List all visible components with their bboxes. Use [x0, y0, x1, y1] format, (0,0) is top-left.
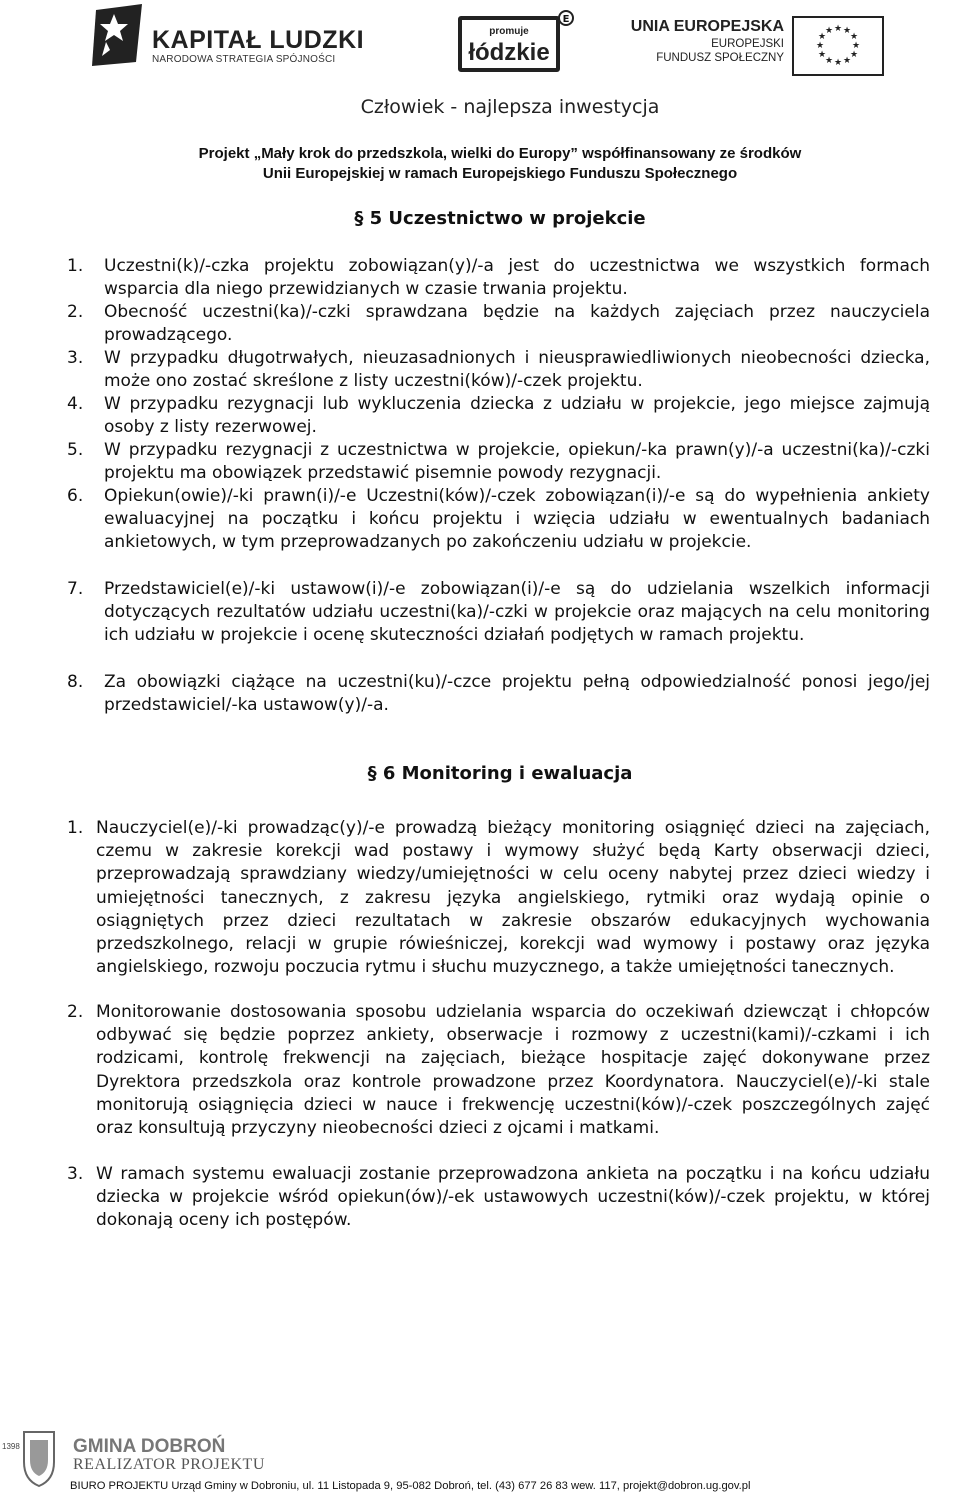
- eu-fund-line1: EUROPEJSKI: [711, 38, 784, 50]
- svg-text:★: ★: [849, 50, 859, 60]
- item-number: 1.: [67, 256, 84, 276]
- item-text: W przypadku rezygnacji z uczestnictwa w projekcie, opiekun/-ka prawn(y)/-a uczestni(ka)/-czki projektu ma obowiązek przedstawić pisemnie powody rezygnacji.: [104, 440, 930, 484]
- project-info-line2: Unii Europejskiej w ramach Europejskiego Funduszu Społecznego: [262, 165, 738, 182]
- svg-text:★: ★: [842, 56, 852, 66]
- item-text: W przypadku długotrwałych, nieuzasadnionych i nieusprawiedliwionych nieobecności dziecka, może ono zostać skreślone z listy uczestni(ków)/-czek projektu.: [104, 348, 930, 392]
- eu-fund-line2: FUNDUSZ SPOŁECZNY: [656, 52, 784, 64]
- svg-text:★: ★: [833, 24, 843, 34]
- item-text: Opiekun(owie)/-ki prawn(i)/-e Uczestni(ków)/-czek zobowiązan(i)/-e są do wypełnienia ankiety ewaluacyjnej na początku i końcu projektu i wzięcia udziału w ewentualnych badaniach ankietowych, w tym przeprowadzanych po zakończeniu udziału w projekcie.: [104, 486, 930, 553]
- section-5-heading: § 5 Uczestnictwo w projekcie: [354, 208, 646, 229]
- crest-year: 1398: [2, 1442, 20, 1451]
- gmina-crest-logo: [2, 1426, 62, 1490]
- item-text: Uczestni(k)/-czka projektu zobowiązan(y)/-a jest do uczestnictwa we wszystkich formach wsparcia dla niego przewidzianych w czasie trwania projektu.: [104, 256, 930, 300]
- item-text: W ramach systemu ewaluacji zostanie przeprowadzona ankieta na początku i na końcu udziału dziecka w projekcie wśród opiekun(ów)/-ek ustawowych uczestni(ków)/-czek projektu, w której dokonają oceny ich postępów.: [96, 1164, 930, 1231]
- svg-text:★: ★: [851, 41, 861, 51]
- section-5-item-1: [67, 255, 930, 301]
- svg-text:★: ★: [842, 26, 852, 36]
- item-text: Nauczyciel(e)/-ki prowadząc(y)/-e prowadzą bieżący monitoring osiągnięć dzieci na zajęciach, czemu w zakresie korekcji wad postawy i wymowy służyć będą Karty obserwacji dzieci, przeprowadzają sprawdziany wiedzy/umiejętności w celu oceny nabytej przez dzieci wiedzy i umiejętności tanecznych, z zakresu języka angielskiego, rytmiki oraz wydają opinie o osiągniętych przez dzieci rezultatach w zakresie obszarów edukacyjnych wychowania przedszkolnego, relacji w grupie rówieśniczej, korekcji wad wymowy i postawy oraz języka angielskiego, rozwoju poczucia rytmu i słuchu muzycznego, a także umiejętności tanecznych.: [96, 818, 930, 978]
- section-6-heading: § 6 Monitoring i ewaluacja: [367, 763, 633, 784]
- project-info-line1: Projekt „Mały krok do przedszkola, wielki do Europy” współfinansowany ze środków: [198, 145, 802, 162]
- svg-text:★: ★: [824, 56, 834, 66]
- item-number: 4.: [67, 394, 84, 414]
- kapital-ludzki-title: KAPITAŁ LUDZKI: [152, 26, 365, 54]
- item-number: 8.: [67, 672, 84, 692]
- item-text: W przypadku rezygnacji lub wykluczenia dziecka z udziału w projekcie, jego miejsce zajmują osoby z listy rezerwowej.: [104, 394, 930, 438]
- svg-text:★: ★: [817, 32, 827, 42]
- item-text: Monitorowanie dostosowania sposobu udzielania wsparcia do oczekiwań dziewcząt i chłopców odbywać się będzie poprzez ankiety, obserwacje i rozmowy z uczestni(kami)/-czkami i ich rodzicami, kontrolę frekwencji na zajęciach, bieżące hospitacje zajęć dokonywane przez Dyrektora przedszkola oraz kontrole prowadzone przez Koordynatora. Nauczyciel(e)/-ki stale monitorują osiągnięcia dzieci w nauce i frekwencję uczestni(ków)/-czek poszczególnych zajęć oraz konsultują przyczyny nieobecności dzieci z ojcami i matkami.: [96, 1002, 930, 1139]
- promuje-lodzkie-logo: [458, 8, 578, 74]
- section-5-item-8: [67, 671, 930, 717]
- promuje-label: promuje: [489, 26, 529, 37]
- promuje-lodzkie-frame: [458, 16, 560, 72]
- eu-logo: [630, 18, 884, 76]
- item-number: 7.: [67, 579, 84, 599]
- svg-text:★: ★: [849, 32, 859, 42]
- euro-mark-icon: E: [558, 10, 574, 26]
- svg-text:★: ★: [833, 58, 843, 68]
- item-number: 2.: [67, 302, 84, 322]
- section-6-item-2: [67, 1001, 930, 1140]
- item-text: Za obowiązki ciążące na uczestni(ku)/-czce projektu pełną odpowiedzialność ponosi jego/jej przedstawiciel/-ka ustawow(y)/-a.: [104, 672, 930, 716]
- section-5-item-7: [67, 578, 930, 648]
- section-6-item-3: [67, 1163, 930, 1233]
- section-5-item-6: [67, 485, 930, 555]
- gmina-name: GMINA DOBROŃ: [73, 1436, 226, 1457]
- svg-text:★: ★: [824, 26, 834, 36]
- section-5-item-5: [67, 439, 930, 485]
- item-text: Przedstawiciel(e)/-ki ustawow(i)/-e zobowiązan(i)/-e są do udzielania wszelkich informacji dotyczących rezultatów udziału uczestni(ka)/-czki w projekcie oraz mających na celu monitoring ich udziału w projekcie i ocenę skuteczności działań podjętych w ramach projektu.: [104, 579, 930, 646]
- kapital-ludzki-emblem-icon: [92, 4, 148, 66]
- project-office-address: BIURO PROJEKTU Urząd Gminy w Dobroniu, ul. 11 Listopada 9, 95-082 Dobroń, tel. (43) 677 26 83 wew. 117, projekt@dobron.ug.gov.pl: [70, 1480, 751, 1492]
- kapital-ludzki-subtitle: NARODOWA STRATEGIA SPÓJNOŚCI: [152, 54, 336, 65]
- eu-title: UNIA EUROPEJSKA: [630, 18, 784, 35]
- item-number: 3.: [67, 348, 84, 368]
- svg-text:★: ★: [817, 50, 827, 60]
- section-5-item-2: [67, 301, 930, 347]
- item-number: 6.: [67, 486, 84, 506]
- item-number: 3.: [67, 1164, 84, 1184]
- item-number: 5.: [67, 440, 84, 460]
- eu-flag-icon: [792, 16, 884, 76]
- tagline: Człowiek - najlepsza inwestycja: [360, 96, 660, 118]
- section-6-item-1: [67, 817, 930, 979]
- realizator-label: REALIZATOR PROJEKTU: [73, 1456, 265, 1473]
- item-number: 2.: [67, 1002, 84, 1022]
- gmina-crest-icon: [2, 1426, 62, 1490]
- svg-text:★: ★: [815, 41, 825, 51]
- lodzkie-label: łódzkie: [468, 39, 550, 66]
- kapital-ludzki-logo: [92, 4, 365, 66]
- section-5-item-4: [67, 393, 930, 439]
- section-5-item-3: [67, 347, 930, 393]
- item-number: 1.: [67, 818, 84, 838]
- item-text: Obecność uczestni(ka)/-czki sprawdzana będzie na każdych zajęciach przez nauczyciela prowadzącego.: [104, 302, 930, 346]
